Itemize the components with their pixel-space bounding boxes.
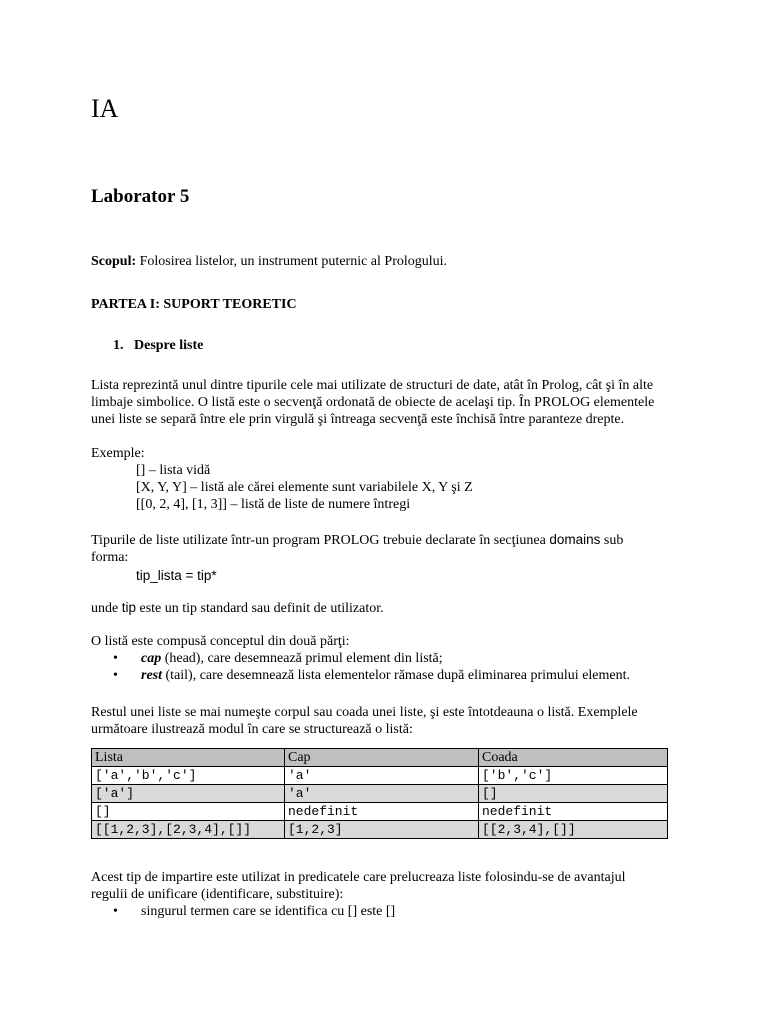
example-item: [[0, 2, 4], [1, 3]] – listă de liste de numere întregi: [136, 497, 411, 512]
declare-line: [91, 531, 623, 549]
table-row: [92, 803, 668, 821]
unif-line: regulii de unificare (identificare, substituire):: [91, 887, 344, 902]
document-title: IA: [91, 94, 119, 123]
section-heading: [113, 337, 203, 354]
bullet-rest: (tail), care desemnează lista elementelor rămase după eliminarea primului element.: [162, 668, 631, 683]
table-cell: []: [479, 785, 668, 803]
unde-pre: unde: [91, 601, 122, 616]
bullet-item: [91, 667, 630, 684]
tail-line: Restul unei liste se mai numeşte corpul sau coada unei liste, şi este întotdeauna o listă. Exemplele: [91, 705, 638, 720]
table-header-cell: Lista: [92, 749, 285, 767]
bullet-text: [131, 650, 443, 667]
table-cell: []: [92, 803, 285, 821]
intro-line: Lista reprezintă unul dintre tipurile cele mai utilizate de structuri de date, atât în Prolog, cât şi în alte: [91, 378, 654, 393]
bullet-text: singurul termen care se identifica cu [] este []: [141, 904, 396, 919]
declare-text: Tipurile de liste utilizate într-un program PROLOG trebuie declarate în secţiunea: [91, 533, 550, 548]
tail-paragraph: [91, 704, 638, 738]
unde-paragraph: [91, 599, 384, 617]
examples-label: Exemple:: [91, 446, 145, 461]
unif-paragraph: [91, 869, 625, 920]
composed-block: [91, 633, 630, 684]
table-row: [92, 767, 668, 785]
example-item: [X, Y, Y] – listă ale cărei elemente sunt variabilele X, Y şi Z: [136, 480, 473, 495]
bullet-icon: •: [113, 651, 118, 666]
tip-keyword: tip: [121, 600, 136, 615]
declare-paragraph: [91, 531, 623, 584]
intro-line: unei liste se separă între ele prin virgulă şi întreaga secvenţă este închisă între paranteze drepte.: [91, 412, 625, 427]
bullet-term: cap: [141, 651, 162, 666]
declare-text-end: sub: [600, 533, 624, 548]
list-structure-table: [91, 748, 668, 839]
bullet-icon: •: [113, 904, 118, 919]
bullet-text: [131, 667, 630, 684]
table-cell: ['a','b','c']: [92, 767, 285, 785]
table-header-row: [92, 749, 668, 767]
bullet-item: [91, 650, 630, 667]
unif-line: Acest tip de impartire este utilizat in predicatele care prelucreaza liste folosindu-se de avantajul: [91, 870, 626, 885]
table-cell: [[2,3,4],[]]: [479, 821, 668, 839]
unde-post: este un tip standard sau definit de utilizator.: [135, 601, 384, 616]
example-item: [] – lista vidă: [136, 463, 211, 478]
domains-keyword: domains: [549, 532, 601, 547]
section-title: Despre liste: [134, 338, 204, 353]
table-cell: 'a': [285, 785, 479, 803]
bullet-term: rest: [141, 668, 162, 683]
table-header-cell: Coada: [479, 749, 668, 767]
examples-block: [91, 445, 473, 513]
tail-line: următoare ilustrează modul în care se structurează o listă:: [91, 722, 413, 737]
table-row: [92, 821, 668, 839]
bullet-rest: (head), care desemnează primul element din listă;: [161, 651, 443, 666]
composed-text: O listă este compusă conceptul din două părţi:: [91, 634, 350, 649]
bullet-icon: •: [113, 668, 118, 683]
intro-line: limbaje simbolice. O listă este o secvenţă ordonată de obiecte de acelaşi tip. În PROLOG elementele: [91, 395, 655, 410]
table-cell: nedefinit: [479, 803, 668, 821]
section-number: 1.: [113, 338, 124, 353]
declare-code: tip_lista = tip*: [136, 568, 217, 583]
part-heading: PARTEA I: SUPORT TEORETIC: [91, 297, 297, 312]
table-cell: ['a']: [92, 785, 285, 803]
table-header-cell: Cap: [285, 749, 479, 767]
table-cell: [1,2,3]: [285, 821, 479, 839]
bullet-item: [91, 903, 625, 920]
intro-paragraph: [91, 377, 654, 428]
table-cell: ['b','c']: [479, 767, 668, 785]
table-row: [92, 785, 668, 803]
scope-text: Folosirea listelor, un instrument puternic al Prologului.: [136, 254, 448, 269]
list-structure-table-wrap: [91, 748, 668, 839]
table-cell: [[1,2,3],[2,3,4],[]]: [92, 821, 285, 839]
scope-paragraph: [91, 253, 447, 270]
table-cell: 'a': [285, 767, 479, 785]
scope-label: Scopul:: [91, 254, 137, 269]
table-cell: nedefinit: [285, 803, 479, 821]
declare-line-2: forma:: [91, 550, 129, 565]
lab-heading: Laborator 5: [91, 186, 190, 207]
